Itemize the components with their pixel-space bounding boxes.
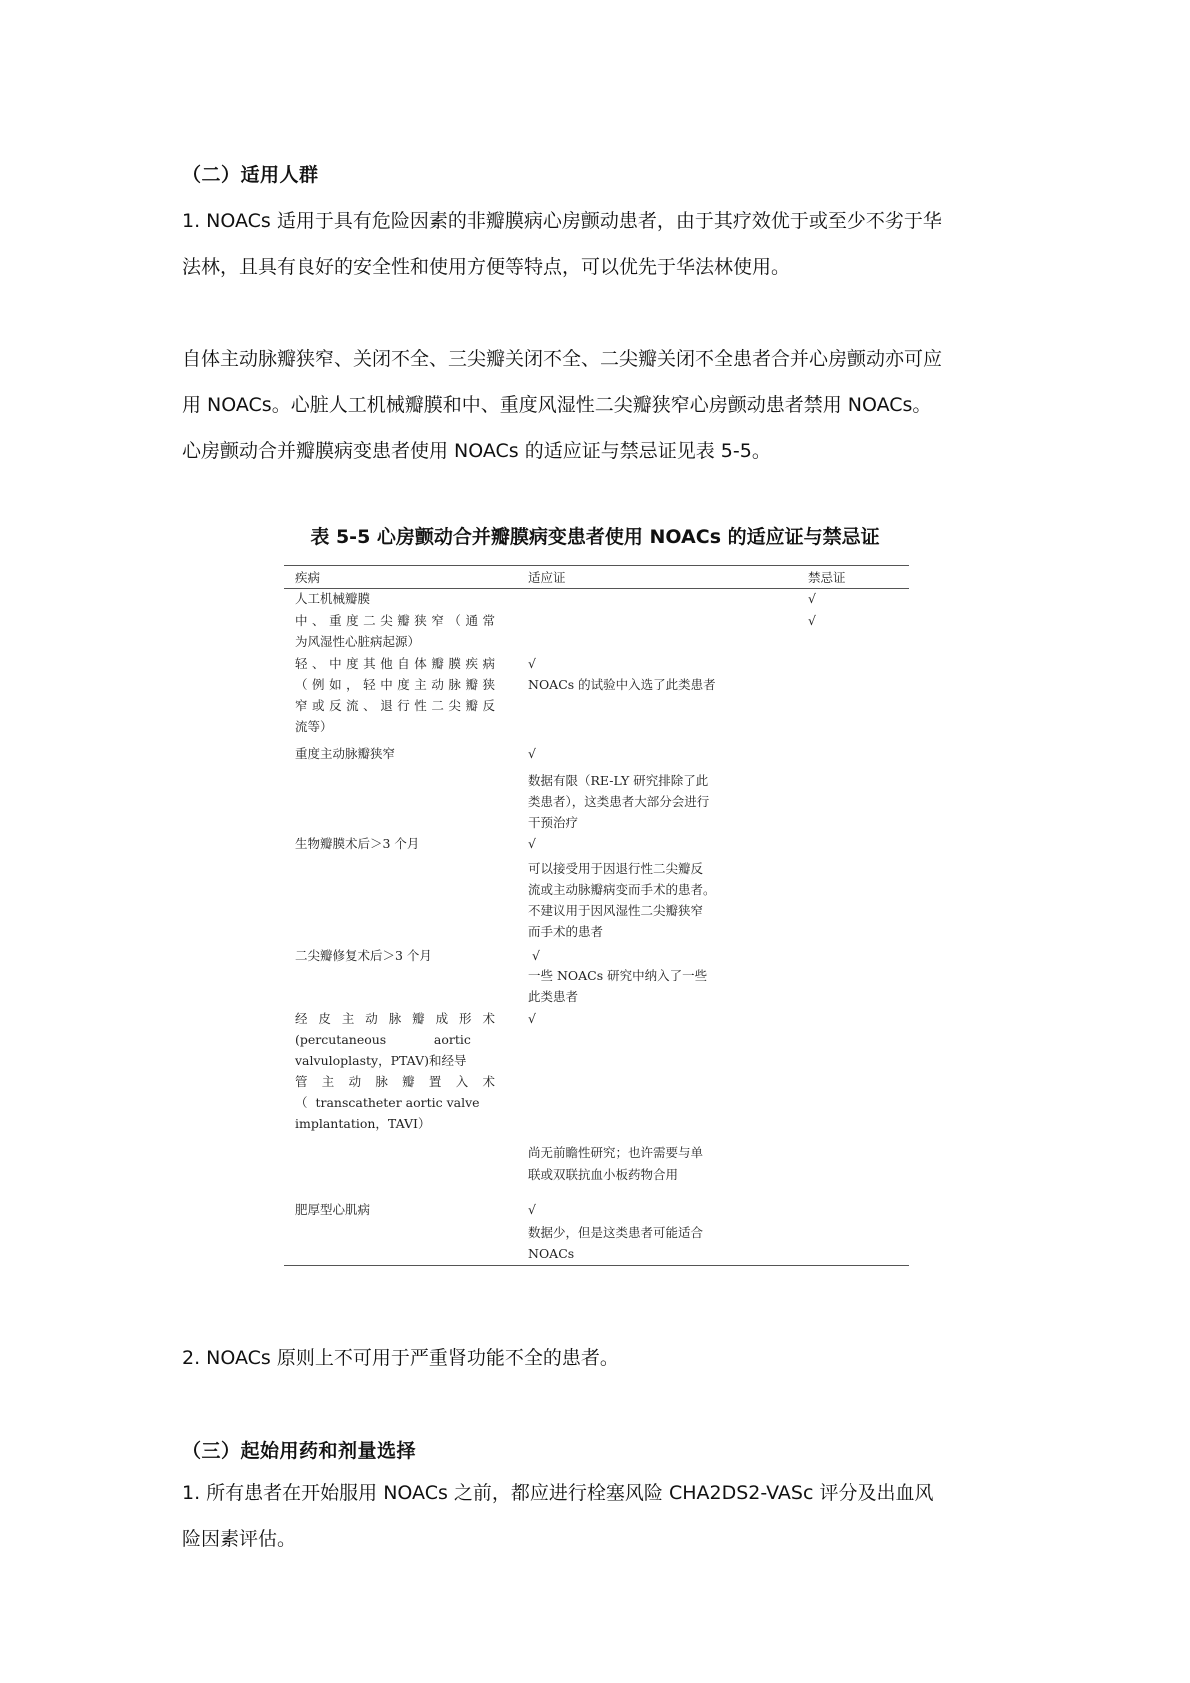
row-disease-line: 经皮主动脉瓣成形术: [295, 1011, 495, 1026]
row-ind-note-line: 类患者），这类患者大部分会进行: [528, 794, 710, 809]
row-disease-line: 管主动脉瓣置入术: [295, 1074, 495, 1089]
row-disease-line: 为风湿性心脏病起源）: [295, 634, 421, 649]
row-disease: 重度主动脉瓣狭窄: [295, 746, 396, 761]
paragraph-noacs-indication: [182, 198, 1022, 290]
row-ind-note-line: 可以接受用于因退行性二尖瓣反: [528, 861, 704, 876]
row-ind-mark: √: [528, 656, 536, 671]
row-ind-note-line: 数据有限（RE-LY 研究排除了此: [528, 773, 709, 788]
row-disease: 生物瓣膜术后＞3 个月: [295, 836, 420, 851]
paragraph-line: 用 NOACs。心脏人工机械瓣膜和中、重度风湿性二尖瓣狭窄心房颤动患者禁用 NOACs。: [182, 394, 932, 416]
row-ind-note: NOACs 的试验中入选了此类患者: [528, 677, 716, 692]
row-disease-line: 窄或反流、退行性二尖瓣反: [295, 698, 495, 713]
row-ind-note-line: 一些 NOACs 研究中纳入了一些: [528, 968, 708, 983]
row-ind-note-line: 而手术的患者: [528, 924, 604, 939]
table-caption: 表 5-5 心房颤动合并瓣膜病变患者使用 NOACs 的适应证与禁忌证: [310, 526, 880, 548]
row-ind-note-line: 流或主动脉瓣病变而手术的患者。: [528, 882, 716, 897]
row-disease-line: implantation，TAVI）: [295, 1116, 431, 1131]
paragraph-renal: [182, 1335, 1022, 1381]
row-ind-note-line: NOACs: [528, 1246, 575, 1261]
paragraph-line: 1. NOACs 适用于具有危险因素的非瓣膜病心房颤动患者，由于其疗效优于或至少不劣于华: [182, 210, 942, 232]
paragraph-valve-disease: [182, 336, 1022, 474]
paragraph-line: 险因素评估。: [182, 1528, 297, 1550]
row-ind-note-line: 联或双联抗血小板药物合用: [528, 1167, 679, 1182]
row-disease-line: valvuloplasty，PTAV)和经导: [295, 1053, 467, 1068]
row-ind-note-line: 尚无前瞻性研究；也许需要与单: [528, 1145, 704, 1160]
paragraph-line: 心房颤动合并瓣膜病变患者使用 NOACs 的适应证与禁忌证见表 5-5。: [182, 440, 771, 462]
row-disease: 肥厚型心肌病: [295, 1202, 371, 1217]
row-ind-note-line: 此类患者: [528, 989, 579, 1004]
row-ind-mark: √: [532, 948, 540, 963]
row-disease-line: 流等）: [295, 719, 333, 734]
row-ind-note-line: 干预治疗: [528, 815, 579, 830]
row-disease-line: (percutaneous aortic: [295, 1032, 471, 1047]
row-ind-mark: √: [528, 1011, 536, 1026]
header-indication: 适应证: [528, 570, 566, 585]
paragraph-risk-assessment: [182, 1470, 1022, 1562]
row-ind-mark: √: [528, 746, 536, 761]
row-disease: 人工机械瓣膜: [295, 591, 371, 606]
table-bottom-rule: [284, 1265, 909, 1266]
section-heading-initial-dosing: （三）起始用药和剂量选择: [182, 1440, 417, 1462]
row-contra-mark: √: [808, 591, 816, 606]
paragraph-line: 法林，且具有良好的安全性和使用方便等特点，可以优先于华法林使用。: [182, 256, 791, 278]
row-disease-line: （ transcatheter aortic valve: [295, 1095, 480, 1110]
row-ind-mark: √: [528, 836, 536, 851]
header-contraindication: 禁忌证: [808, 570, 846, 585]
row-contra-mark: √: [808, 613, 816, 628]
paragraph-line: 2. NOACs 原则上不可用于严重肾功能不全的患者。: [182, 1347, 619, 1369]
paragraph-line: 自体主动脉瓣狭窄、关闭不全、三尖瓣关闭不全、二尖瓣关闭不全患者合并心房颤动亦可应: [182, 348, 943, 370]
row-disease: 二尖瓣修复术后＞3 个月: [295, 948, 432, 963]
row-disease-line: 轻、中度其他自体瓣膜疾病: [295, 656, 495, 671]
row-disease-line: （例如，轻中度主动脉瓣狭: [295, 677, 495, 692]
section-heading-applicable-population: （二）适用人群: [182, 164, 319, 186]
paragraph-line: 1. 所有患者在开始服用 NOACs 之前，都应进行栓塞风险 CHA2DS2-VASc 评分及出血风: [182, 1482, 934, 1504]
row-ind-note-line: 数据少，但是这类患者可能适合: [528, 1225, 704, 1240]
table-top-rule: [284, 565, 909, 566]
row-disease-line: 中、重度二尖瓣狭窄（通常: [295, 613, 495, 628]
row-ind-note-line: 不建议用于因风湿性二尖瓣狭窄: [528, 903, 704, 918]
indication-table: [284, 565, 909, 1265]
header-disease: 疾病: [295, 570, 321, 585]
row-ind-mark: √: [528, 1202, 536, 1217]
